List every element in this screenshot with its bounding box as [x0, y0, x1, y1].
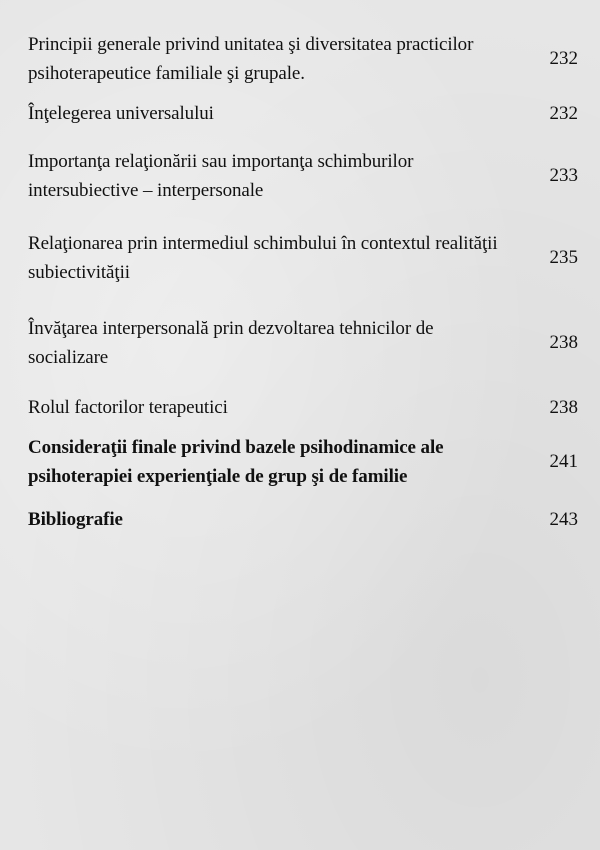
- toc-entry-page: 232: [549, 102, 578, 124]
- toc-entry-title: Rolul factorilor terapeutici: [28, 397, 228, 418]
- toc-entry-title: Relaţionarea prin intermediul schimbului în contextul realităţii subiectivităţii: [28, 233, 498, 283]
- toc-entry: [28, 30, 580, 88]
- toc-entry: [28, 99, 580, 128]
- toc-entry-title: Importanţa relaţionării sau importanţa schimburilor intersubiective – interpersonale: [28, 151, 414, 201]
- toc-entry-page: 238: [549, 396, 578, 418]
- toc-entry-page: 241: [549, 451, 578, 472]
- toc-entry-title: Învăţarea interpersonală prin dezvoltarea tehnicilor de socializare: [28, 318, 434, 368]
- toc-entry-title: Consideraţii finale privind bazele psihodinamice ale psihoterapiei experienţiale de grup şi de familie: [28, 437, 444, 487]
- toc-entry: [28, 505, 580, 534]
- toc-entry: [28, 147, 580, 205]
- toc-entry-page: 232: [549, 48, 578, 69]
- toc-entry-page: 233: [549, 165, 578, 186]
- toc-entry: [28, 229, 580, 287]
- toc-entry: [28, 393, 580, 422]
- toc-entry-title: Principii generale privind unitatea şi diversitatea practicilor psihoterapeutice familiale şi grupale.: [28, 34, 474, 84]
- toc-entry-title: Bibliografie: [28, 509, 123, 530]
- toc-entry-page: 243: [549, 508, 578, 530]
- toc-entry: [28, 433, 580, 491]
- toc-entry: [28, 314, 580, 372]
- toc-entry-page: 235: [549, 247, 578, 268]
- toc-entry-title: Înţelegerea universalului: [28, 103, 214, 124]
- toc-entry-page: 238: [549, 332, 578, 353]
